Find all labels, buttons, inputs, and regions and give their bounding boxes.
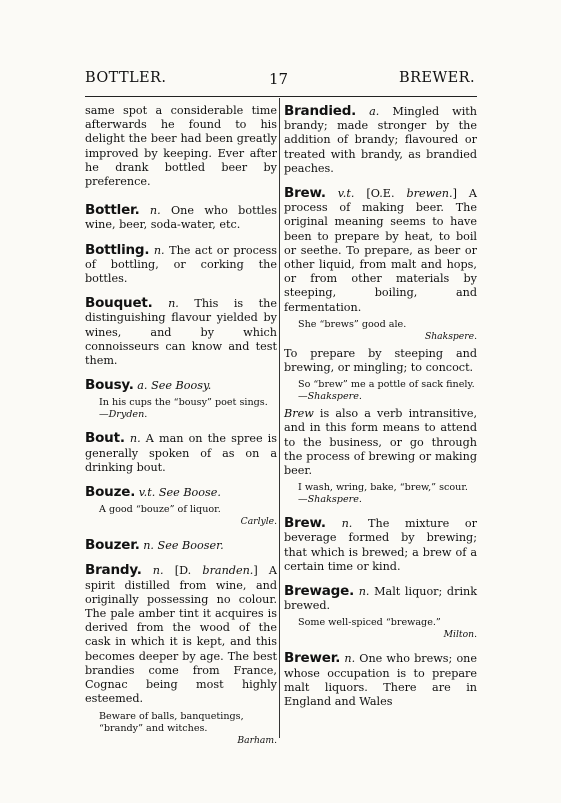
headword: Bousy. [85, 377, 134, 394]
part-of-speech: a. [369, 105, 380, 118]
right-column [284, 104, 477, 723]
sense-paragraph: To prepare by steeping and brewing, or mingling; to concoct. [284, 346, 477, 375]
part-of-speech: n. [341, 517, 353, 531]
definition: One who brews; one whose occupation is to prepare malt liquors. There are in England and Wales [284, 652, 478, 709]
entry-brew-verb [284, 186, 477, 506]
quotation [99, 397, 277, 421]
quotation [298, 319, 477, 343]
headword: Brandied. [284, 103, 357, 119]
quotation [99, 711, 277, 747]
headword: Brew. [284, 185, 326, 202]
part-of-speech: v.t. [337, 187, 355, 201]
running-header [85, 70, 475, 92]
headword: Bottling. [85, 241, 150, 258]
definition: The mixture or beverage formed by brewing; that which is brewed; a brew of a certain time or kind. [284, 517, 478, 573]
headword: Bouquet. [85, 295, 153, 312]
entry-bottler [85, 203, 277, 232]
page-number: 17 [269, 70, 289, 88]
part-of-speech: n. [168, 297, 179, 311]
entry-bousy [85, 378, 277, 421]
part-of-speech: n. [344, 652, 356, 666]
term-word: Brew [284, 407, 314, 421]
entry-bottling [85, 243, 277, 287]
part-of-speech: a. [137, 379, 148, 393]
quote-source: Carlyle. [240, 516, 277, 528]
header-left-guideword: BOTTLER. [85, 70, 167, 86]
headword: Bout. [85, 430, 125, 447]
quote-source: Milton. [443, 629, 477, 641]
left-column [85, 104, 277, 761]
part-of-speech: v.t. [138, 486, 156, 500]
header-right-guideword: BREWER. [399, 70, 475, 86]
etymology: [O.E. brewen.] [366, 187, 457, 201]
part-of-speech: n. [129, 432, 141, 446]
part-of-speech: n. [143, 539, 154, 553]
definition: Mingled with brandy; made stronger by the addition of brandy; flavoured or treated with brandy, as brandied peaches. [284, 105, 477, 175]
etymology: [D. branden.] [174, 564, 258, 578]
headword: Bouzer. [85, 537, 140, 554]
quote-text: Some well-spiced “brewage.” [298, 617, 441, 629]
quote-text: In his cups the “bousy” poet sings.— [99, 397, 268, 421]
quote-source: Shakspere. [307, 494, 362, 506]
entry-brewer [284, 651, 477, 709]
definition: The act or process of bottling, or corking the bottles. [85, 243, 277, 286]
headword: Brewer. [284, 650, 341, 667]
cross-reference: See Booser. [157, 539, 224, 553]
headword: Brandy. [85, 562, 142, 579]
cross-reference: See Boose. [158, 486, 221, 500]
definition: One who bottles wine, beer, soda-water, etc. [85, 204, 277, 232]
cross-reference: See Boosy. [151, 379, 212, 393]
continuation-text [85, 104, 277, 189]
continuation-body: same spot a considerable time afterwards he found to his delight the beer had been greatly improved by keeping. Ever after he drank bottled beer by preference. [85, 104, 277, 189]
column-divider [279, 98, 280, 738]
entry-bouquet [85, 296, 277, 368]
quote-text: I wash, wring, bake, “brew,” scour.— [298, 482, 468, 506]
entry-bout [85, 431, 277, 475]
quotation [298, 379, 477, 403]
quote-text: Beware of balls, banquetings, “brandy” and witches. [99, 710, 244, 734]
quote-source: Shakspere. [424, 330, 477, 342]
quote-source: Dryden. [108, 409, 148, 421]
definition: A process of making beer. The original meaning seems to have been to prepare by heat, to boil or seethe. To prepare, as beer or other liquid, from malt and hops, or from other materials by steeping, boiling, and fermentation. [284, 187, 477, 314]
entry-brew-noun [284, 516, 477, 574]
entry-brewage [284, 584, 477, 641]
entry-brandy [85, 563, 277, 746]
headword: Brewage. [284, 583, 355, 600]
definition: A man on the spree is generally spoken of as on a drinking bout. [85, 432, 278, 474]
quote-text: A good “bouze” of liquor. [99, 504, 221, 516]
entry-brandied [284, 104, 477, 176]
definition: Malt liquor; drink brewed. [284, 585, 478, 613]
quotation [99, 504, 277, 528]
headword: Brew. [284, 515, 326, 532]
definition: This is the distinguishing flavour yielded by wines, and by which connoisseurs can know and test them. [85, 297, 277, 368]
quotation [298, 617, 477, 641]
etymology-word: branden. [202, 564, 254, 578]
part-of-speech: n. [358, 585, 370, 599]
quote-source: Shakspere. [307, 391, 362, 403]
definition: A spirit distilled from wine, and originally possessing no colour. The pale amber tint it acquires is derived from the wood of the cask in which it is kept, and this becomes deeper by age. The best brandies come from France, Cognac being most highly esteemed. [85, 564, 277, 706]
header-rule [85, 96, 477, 97]
quote-source: Barham. [237, 734, 277, 746]
headword: Bouze. [85, 484, 136, 501]
headword: Bottler. [85, 202, 140, 219]
quotation [298, 482, 477, 506]
part-of-speech: n. [152, 564, 164, 578]
etymology-word: brewen. [406, 187, 453, 201]
sense-paragraph: Brew is also a verb intransitive, and in this form means to attend to the business, or go through the process of brewing or making beer. [284, 407, 477, 478]
part-of-speech: n. [149, 204, 161, 218]
entry-bouze [85, 485, 277, 528]
quote-text: She “brews” good ale. [298, 318, 407, 330]
quote-text: So “brew” me a pottle of sack finely.— [298, 379, 475, 403]
entry-bouzer [85, 538, 277, 553]
part-of-speech: n. [153, 243, 165, 257]
